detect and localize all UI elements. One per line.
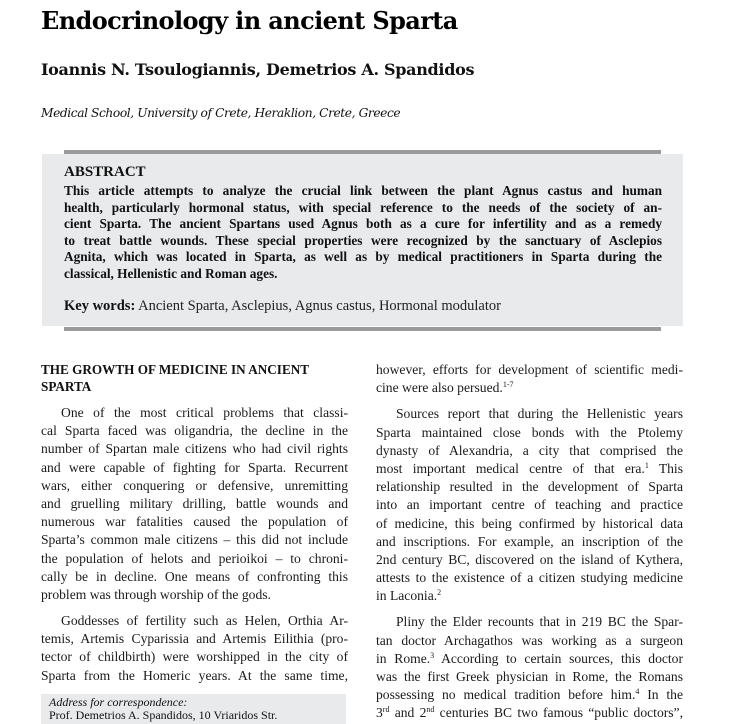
- correspondence-label: Address for correspondence:: [49, 695, 188, 709]
- keywords-label: Key words:: [64, 298, 136, 314]
- text-line: tector of childbirth) were worshipped in the city of: [41, 649, 348, 665]
- text-line: One of the most critical problems that classi-: [61, 405, 348, 420]
- text-line: Sparta from the Homeric years. At the same time,: [41, 667, 348, 683]
- text-line: temis, Artemis Cyparissia and Artemis Eilithia (pro-: [41, 631, 348, 647]
- correspondence-box: [41, 694, 346, 724]
- abstract-line: to treat battle wounds. These special properties were recognized by the sanctuary of Asclepios: [64, 232, 662, 248]
- section-heading: [41, 361, 348, 395]
- abstract-line: Agnita, which was located in Sparta, as well as by medical practitioners in Sparta during the: [64, 249, 662, 265]
- text-line: relationship resulted in the development of Sparta: [376, 479, 683, 495]
- text-line: cine were also persued.$^{1-7}$: [376, 380, 514, 396]
- left-column: [41, 361, 348, 685]
- keywords: [64, 298, 501, 315]
- text-line: and gruelling military drilling, battle wounds and: [41, 495, 348, 511]
- text-line: 3rd and 2nd centuries BC two famous “public doctors”,: [376, 705, 683, 721]
- abstract-heading: ABSTRACT: [64, 164, 146, 180]
- citation-ref: 1: [644, 460, 649, 470]
- citation-ref: 4: [635, 687, 640, 697]
- citation-ref: 1-7: [502, 380, 514, 390]
- paragraph: [376, 361, 683, 397]
- text-line: the population of helots and perioikoi – to chroni-: [41, 550, 348, 566]
- text-line: 2nd century BC, discovered on the island of Kythera,: [376, 551, 683, 567]
- article-title: Endocrinology in ancient Sparta: [41, 6, 458, 35]
- abstract-top-rule: [64, 150, 661, 154]
- citation-ref: 3: [430, 650, 435, 660]
- text-line: of medicine, this being confirmed by historical data: [376, 515, 683, 531]
- text-line: number of Spartan male citizens who had civil rights: [41, 441, 348, 457]
- text-line: tan doctor Archagathos was working as a surgeon: [376, 632, 683, 648]
- text-line: problem was through worship of the gods.: [41, 586, 271, 602]
- text-line: Pliny the Elder recounts that in 219 BC the Spar-: [396, 614, 683, 630]
- citation-ref: 2: [437, 588, 442, 598]
- article-affiliation: Medical School, University of Crete, Heraklion, Crete, Greece: [41, 106, 401, 120]
- text-line: numerous war fatalities caused the population of: [41, 514, 348, 530]
- abstract-bottom-rule: [64, 327, 661, 331]
- text-line: and were capable of fighting for Sparta. Recurrent: [41, 459, 348, 475]
- text-line: possessing no medical tradition before him.$^4$ In the: [376, 687, 683, 703]
- text-line: in Laconia.$^2$: [376, 588, 442, 604]
- abstract-line: health, particularly hormonal status, with special reference to the needs of the society of an-: [64, 199, 662, 215]
- abstract-text: [64, 183, 662, 283]
- text-line: Sparta’s common male citizens – this did not include: [41, 532, 348, 548]
- text-line: was the first Greek physician in Rome, the Romans: [376, 669, 683, 684]
- text-line: into an important centre of teaching and practice: [376, 497, 683, 513]
- paragraph: [376, 613, 683, 722]
- text-line: dynasty of Alexandria, a city that comprised the: [376, 442, 683, 458]
- paragraph: [41, 612, 348, 685]
- text-line: in Rome.$^3$ According to certain sources, this doctor: [376, 650, 683, 666]
- text-line: most important medical centre of that era.$^1$ This: [376, 460, 683, 476]
- right-column: [376, 361, 683, 723]
- text-line: cal Sparta faced was oligandria, the decline in the: [41, 423, 348, 439]
- text-line: and inscriptions. For example, an inscription of the: [376, 533, 683, 549]
- abstract-line: cient Sparta. The ancient Spartans used Agnus both as a cure for infertility and as a remedy: [64, 216, 662, 232]
- keywords-list: Ancient Sparta, Asclepius, Agnus castus, Hormonal modulator: [138, 298, 501, 314]
- text-line: attests to the existence of a citizen studying medicine: [376, 570, 683, 586]
- abstract-line: This article attempts to analyze the crucial link between the plant Agnus castus and human: [64, 183, 662, 198]
- text-line: cally be in decline. One means of confronting this: [41, 568, 348, 584]
- paragraph: [376, 405, 683, 605]
- section-heading-line: SPARTA: [41, 379, 92, 394]
- paragraph: [41, 404, 348, 604]
- text-line: wars, either conquering or defensive, unremitting: [41, 477, 348, 493]
- abstract-line: classical, Hellenistic and Roman ages.: [64, 265, 278, 281]
- article-authors: Ioannis N. Tsoulogiannis, Demetrios A. Spandidos: [41, 60, 475, 79]
- section-heading-line: THE GROWTH OF MEDICINE IN ANCIENT: [41, 362, 310, 377]
- text-line: however, efforts for development of scientific medi-: [376, 362, 683, 377]
- correspondence-address: Prof. Demetrios A. Spandidos, 10 Vriaridos Str.: [49, 708, 278, 722]
- text-line: Goddesses of fertility such as Helen, Orthia Ar-: [61, 613, 348, 629]
- text-line: Sparta maintained close bonds with the Ptolemy: [376, 424, 683, 440]
- text-line: Sources report that during the Hellenistic years: [396, 406, 683, 422]
